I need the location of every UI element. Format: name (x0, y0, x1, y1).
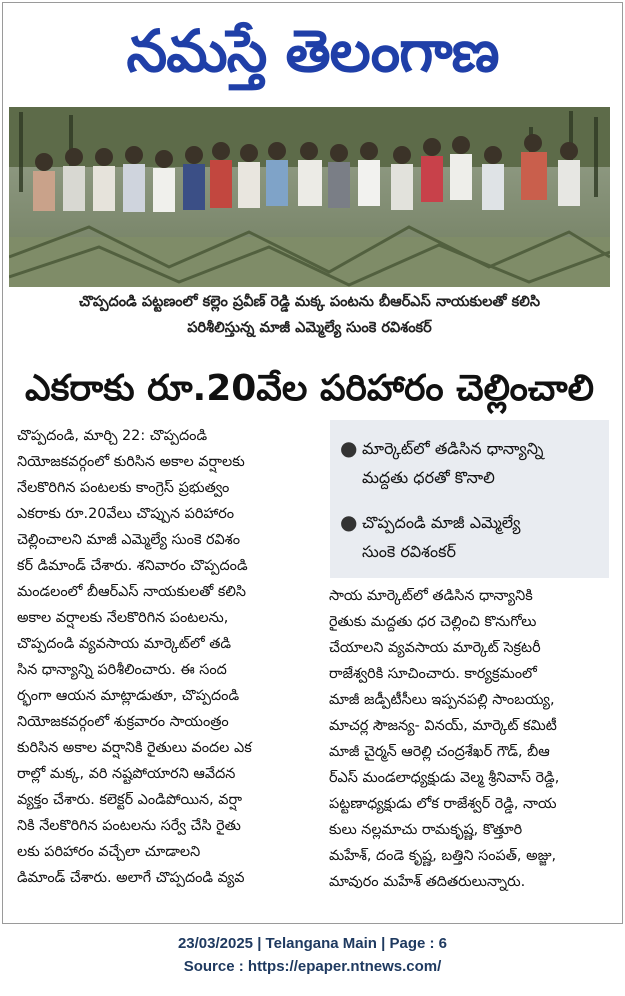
highlight-line: మద్దతు ధరతో కొనాలి (362, 468, 495, 487)
body-line: వ్యక్తం చేశారు. కలెక్టర్ ఎండిపోయిన, వర్షా (17, 792, 242, 808)
body-line: మావురం మహేశ్ తదితరులున్నారు. (329, 874, 526, 890)
headline: ఎకరాకు రూ.20వేల పరిహారం చెల్లించాలి (24, 368, 595, 409)
footer (0, 932, 625, 978)
body-line: మాజీ చైర్మన్ ఆరెల్లి చంద్రశేఖర్ గౌడ్, బీఆ (329, 744, 550, 760)
masthead (3, 11, 622, 91)
article-body-right (329, 583, 613, 895)
article-body-left (17, 423, 311, 891)
clipping-frame (2, 2, 623, 924)
highlight-line: సుంకె రవిశంకర్ (362, 542, 456, 561)
body-line: కురిసిన అకాల వర్షానికి రైతులు వందల ఎక (17, 740, 252, 756)
highlight-line: మార్కెట్‌లో తడిసిన ధాన్యాన్ని (362, 439, 544, 458)
footer-date-edition: 23/03/2025 | Telangana Main | Page : 6 (177, 935, 448, 952)
body-line: ఎకరాకు రూ.20వేలు చొప్పున పరిహారం (17, 506, 235, 522)
photo-caption (9, 289, 610, 341)
newspaper-logo: నమస్తే తెలంగాణ (126, 17, 499, 85)
body-line: డిమాండ్ చేశారు. అలాగే చొప్పదండి వ్యవ (17, 870, 245, 886)
body-line: మండలంలో బీఆర్ఎస్ నాయకులతో కలిసి (17, 584, 247, 600)
bullet-icon: ● (340, 436, 358, 460)
highlight-item (334, 434, 606, 492)
body-line: పట్టణాధ్యక్షుడు లోక రాజేశ్వర్ రెడ్డి, నాయ (329, 796, 557, 812)
body-line: కులు నల్లమాచు రామకృష్ణ, కొత్తూరి (329, 822, 523, 838)
body-line: మాజీ జడ్పీటీసీలు ఇప్పనపల్లి సాంబయ్య, (329, 692, 555, 708)
body-line: సాయ మార్కెట్‌లో తడిసిన ధాన్యానికి (329, 588, 533, 604)
footer-source-link[interactable]: Source : https://epaper.ntnews.com/ (183, 958, 442, 975)
caption-line: చొప్పదండి పట్టణంలో కల్లెం ప్రవీణ్ రెడ్డి మక్క పంటను బీఆర్ఎస్ నాయకులతో కలిసి (78, 294, 540, 310)
body-line: రాజేశ్వరికి సూచించారు. కార్యక్రమంలో (329, 666, 537, 682)
body-line: కర్ డిమాండ్ చేశారు. శనివారం చొప్పదండి (17, 558, 248, 574)
highlight-box (330, 420, 609, 578)
body-line: చొప్పదండి, మార్చి 22: చొప్పదండి (17, 428, 208, 444)
body-line: చెల్లించాలని మాజీ ఎమ్మెల్యే సుంకె రవిశం (17, 532, 241, 548)
photo-farmers-field-icon (9, 107, 610, 287)
body-line: నికి నేలకొరిగిన పంటలను సర్వే చేసి రైతు (17, 818, 241, 834)
body-line: రైతుకు మద్దతు ధర చెల్లించి కొనుగోలు (329, 614, 537, 630)
news-photo (9, 107, 610, 287)
body-line: సిన ధాన్యాన్ని పరిశీలించారు. ఈ సంద (17, 662, 227, 678)
highlight-item (334, 508, 606, 566)
highlight-line: చొప్పదండి మాజీ ఎమ్మెల్యే (362, 513, 521, 532)
body-line: రాల్లో మక్క, వరి నష్టపోయారని ఆవేదన (17, 766, 236, 782)
body-line: లకు పరిహారం వచ్చేలా చూడాలని (17, 844, 201, 860)
body-line: నియోజకవర్గంలో శుక్రవారం సాయంత్రం (17, 714, 229, 730)
body-line: నేలకొరిగిన పంటలకు కాంగ్రెస్ ప్రభుత్వం (17, 480, 230, 496)
bullet-icon: ● (340, 510, 358, 534)
body-line: అకాల వర్షాలకు నేలకొరిగిన పంటలను, (17, 610, 229, 626)
body-line: చొప్పదండి వ్యవసాయ మార్కెట్‌లో తడి (17, 636, 232, 652)
body-line: నియోజకవర్గంలో కురిసిన అకాల వర్షాలకు (17, 454, 245, 470)
body-line: చేయాలని వ్యవసాయ మార్కెట్ సెక్రటరీ (329, 640, 541, 656)
body-line: మహేశ్, దండె కృష్ణ, బత్తిని సంపత్, అజ్జు, (329, 848, 557, 864)
body-line: ర్ఎస్ మండలాధ్యక్షుడు వెల్మ శ్రీనివాస్ రెడ్డి, (329, 770, 560, 786)
caption-line: పరిశీలిస్తున్న మాజీ ఎమ్మెల్యే సుంకె రవిశంకర్ (187, 320, 432, 336)
body-line: ర్భంగా ఆయన మాట్లాడుతూ, చొప్పదండి (17, 688, 240, 704)
body-line: మాచర్ల సౌజన్య- వినయ్, మార్కెట్ కమిటీ (329, 718, 557, 734)
